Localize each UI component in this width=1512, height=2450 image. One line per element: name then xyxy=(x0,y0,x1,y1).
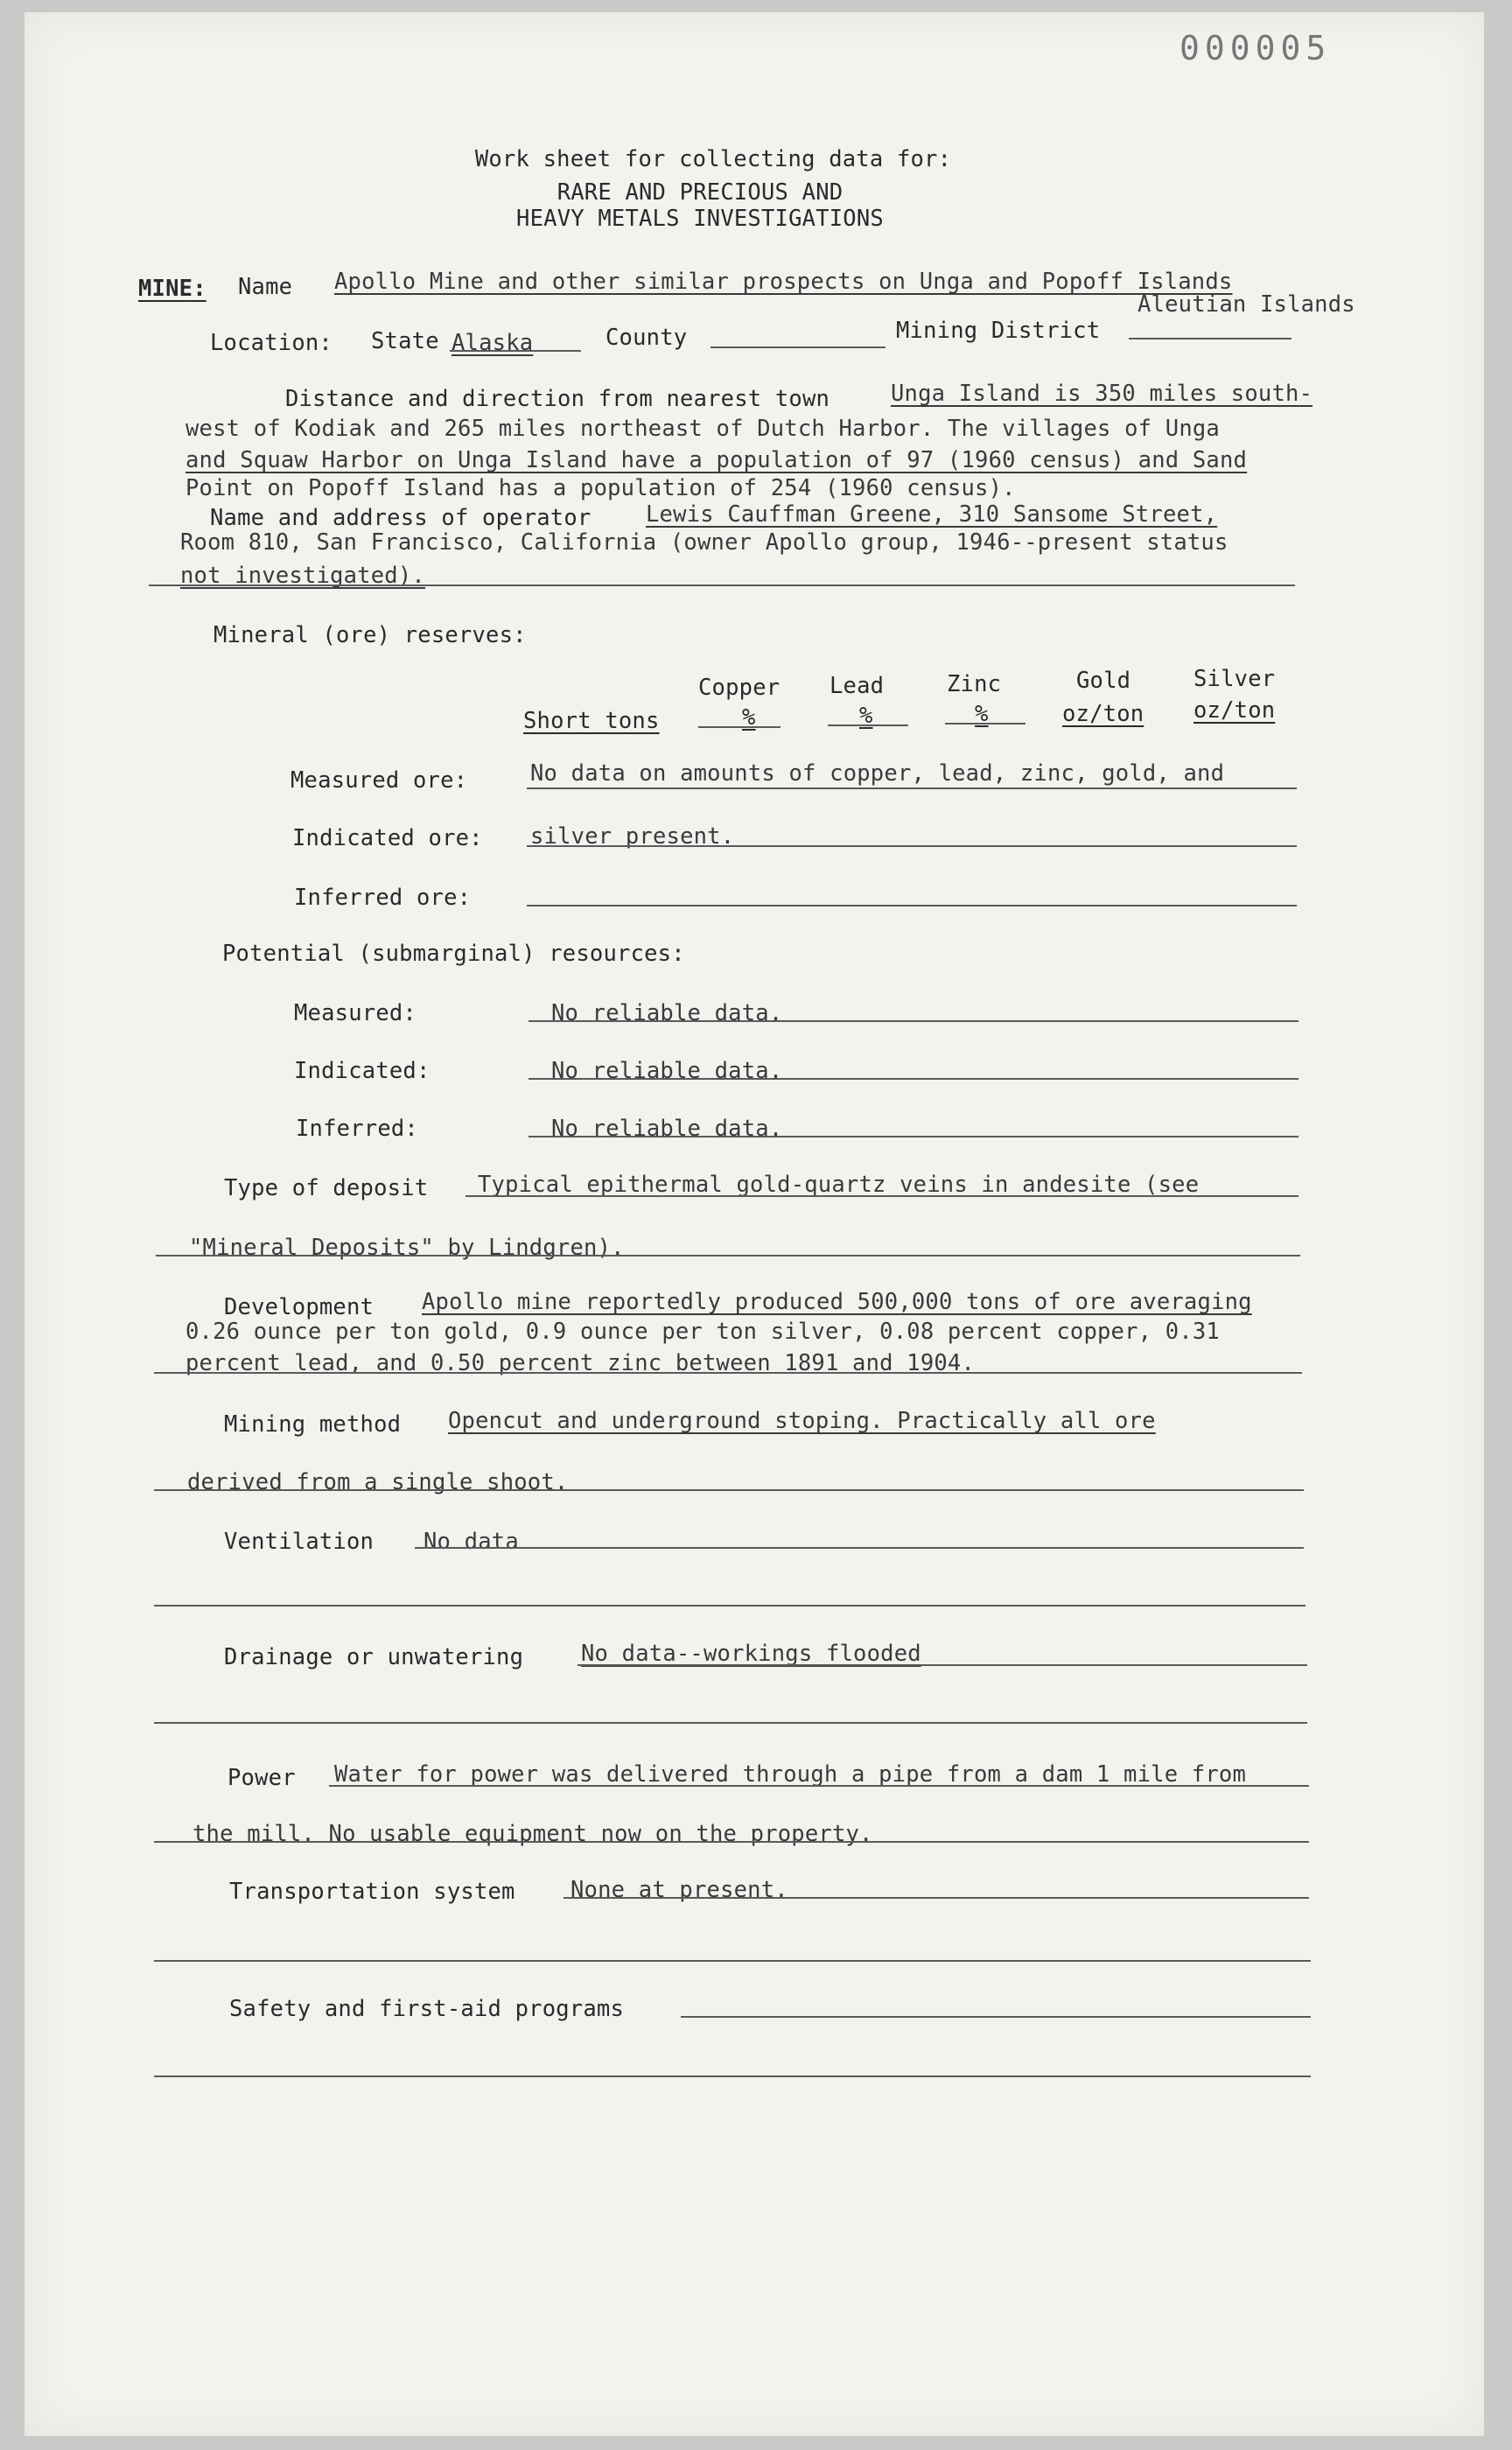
transportation-rule-2 xyxy=(154,1960,1311,1962)
drainage-label: Drainage or unwatering xyxy=(224,1644,524,1670)
measured-ore-value: No data on amounts of copper, lead, zinc, gold, and xyxy=(530,760,1225,787)
col-silver-unit: oz/ton xyxy=(1194,697,1276,724)
development-rule xyxy=(154,1372,1302,1374)
col-copper-unit: % xyxy=(742,704,756,731)
indicated-ore-rule xyxy=(527,845,1297,847)
header-line-3: HEAVY METALS INVESTIGATIONS xyxy=(516,206,884,232)
distance-label: Distance and direction from nearest town xyxy=(285,386,830,412)
indicated-ore-value: silver present. xyxy=(530,823,735,850)
safety-label: Safety and first-aid programs xyxy=(229,1996,625,2022)
col-lead-unit: % xyxy=(859,703,873,729)
operator-rule xyxy=(149,584,1295,586)
transportation-rule-1 xyxy=(564,1897,1309,1899)
transportation-label: Transportation system xyxy=(229,1879,515,1905)
potential-inferred-rule xyxy=(528,1136,1298,1138)
development-label: Development xyxy=(224,1294,374,1320)
development-line-2: 0.26 ounce per ton gold, 0.9 ounce per ton silver, 0.08 percent copper, 0.31 xyxy=(186,1319,1220,1345)
potential-measured-value: No reliable data. xyxy=(551,1000,783,1026)
mining-method-rule xyxy=(154,1489,1304,1491)
development-line-3: percent lead, and 0.50 percent zinc between 1891 and 1904. xyxy=(186,1350,976,1376)
col-zinc-unit: % xyxy=(975,701,989,727)
mine-name-value: Apollo Mine and other similar prospects on Unga and Popoff Islands xyxy=(334,269,1233,295)
potential-indicated-label: Indicated: xyxy=(294,1058,430,1084)
state-rule xyxy=(450,350,581,352)
mining-district-value: Aleutian Islands xyxy=(1138,291,1355,318)
worksheet-page xyxy=(24,12,1484,2436)
deposit-rule-2 xyxy=(156,1255,1300,1256)
drainage-value: No data--workings flooded xyxy=(581,1641,921,1667)
mining-method-line-2: derived from a single shoot. xyxy=(187,1469,569,1495)
mine-name-label: Name xyxy=(238,274,293,300)
indicated-ore-label: Indicated ore: xyxy=(292,825,483,851)
col-zinc-rule xyxy=(945,723,1026,724)
document-number: 000005 xyxy=(1180,29,1332,67)
reserves-title: Mineral (ore) reserves: xyxy=(214,622,527,648)
operator-line-1: Lewis Cauffman Greene, 310 Sansome Street, xyxy=(646,501,1218,528)
potential-title: Potential (submarginal) resources: xyxy=(222,941,685,967)
col-gold: Gold xyxy=(1076,668,1131,694)
col-copper: Copper xyxy=(698,675,780,701)
inferred-ore-label: Inferred ore: xyxy=(294,885,472,911)
drainage-rule-2 xyxy=(154,1722,1307,1724)
state-label: State xyxy=(371,328,439,354)
safety-rule-2 xyxy=(154,2076,1311,2077)
power-line-2: the mill. No usable equipment now on the property. xyxy=(192,1821,873,1847)
potential-measured-label: Measured: xyxy=(294,1000,416,1026)
operator-line-3: not investigated). xyxy=(180,563,425,589)
operator-line-2: Room 810, San Francisco, California (owner Apollo group, 1946--present status xyxy=(180,529,1228,556)
deposit-line-1: Typical epithermal gold-quartz veins in andesite (see xyxy=(478,1172,1200,1198)
ventilation-value: No data xyxy=(424,1529,519,1555)
location-label: Location: xyxy=(210,330,332,356)
potential-indicated-rule xyxy=(528,1078,1298,1080)
measured-ore-label: Measured ore: xyxy=(290,767,468,794)
mine-label: MINE: xyxy=(138,276,206,302)
distance-line-4: Point on Popoff Island has a population of 254 (1960 census). xyxy=(186,475,1016,501)
distance-line-3: and Squaw Harbor on Unga Island have a population of 97 (1960 census) and Sand xyxy=(186,447,1248,473)
mining-method-line-1: Opencut and underground stoping. Practically all ore xyxy=(448,1408,1156,1434)
distance-line-1: Unga Island is 350 miles south- xyxy=(891,381,1313,407)
power-label: Power xyxy=(228,1765,296,1791)
measured-ore-rule xyxy=(527,788,1297,789)
mining-district-rule xyxy=(1129,338,1292,340)
distance-line-2: west of Kodiak and 265 miles northeast of Dutch Harbor. The villages of Unga xyxy=(186,416,1220,442)
power-rule-1 xyxy=(329,1785,1309,1787)
inferred-ore-rule xyxy=(527,905,1297,906)
deposit-rule-1 xyxy=(466,1195,1298,1197)
transportation-value: None at present. xyxy=(570,1877,788,1903)
potential-measured-rule xyxy=(528,1020,1298,1022)
potential-inferred-value: No reliable data. xyxy=(551,1116,783,1142)
potential-indicated-value: No reliable data. xyxy=(551,1058,783,1084)
col-silver: Silver xyxy=(1194,666,1276,692)
power-rule-2 xyxy=(154,1841,1309,1843)
ventilation-rule-1 xyxy=(415,1547,1304,1549)
county-rule xyxy=(710,346,886,348)
potential-inferred-label: Inferred: xyxy=(296,1116,418,1142)
development-line-1: Apollo mine reportedly produced 500,000 tons of ore averaging xyxy=(422,1289,1252,1315)
col-lead-rule xyxy=(828,724,908,726)
col-short-tons: Short tons xyxy=(523,708,660,734)
header-line-1: Work sheet for collecting data for: xyxy=(474,146,952,172)
col-copper-rule xyxy=(698,726,780,728)
drainage-rule-1 xyxy=(578,1664,1307,1666)
power-line-1: Water for power was delivered through a pipe from a dam 1 mile from xyxy=(334,1761,1247,1788)
col-zinc: Zinc xyxy=(947,671,1002,697)
col-lead: Lead xyxy=(830,673,885,699)
county-label: County xyxy=(606,325,688,351)
col-gold-unit: oz/ton xyxy=(1062,701,1144,727)
mining-district-label: Mining District xyxy=(896,318,1101,344)
safety-rule-1 xyxy=(681,2016,1311,2018)
mining-method-label: Mining method xyxy=(224,1411,402,1438)
deposit-label: Type of deposit xyxy=(224,1175,429,1201)
header-line-2: RARE AND PRECIOUS AND xyxy=(556,179,844,206)
ventilation-rule-2 xyxy=(154,1605,1306,1606)
ventilation-label: Ventilation xyxy=(224,1529,374,1555)
deposit-line-2: "Mineral Deposits" by Lindgren). xyxy=(189,1235,625,1261)
state-value: Alaska xyxy=(452,330,534,356)
operator-label: Name and address of operator xyxy=(210,505,592,531)
